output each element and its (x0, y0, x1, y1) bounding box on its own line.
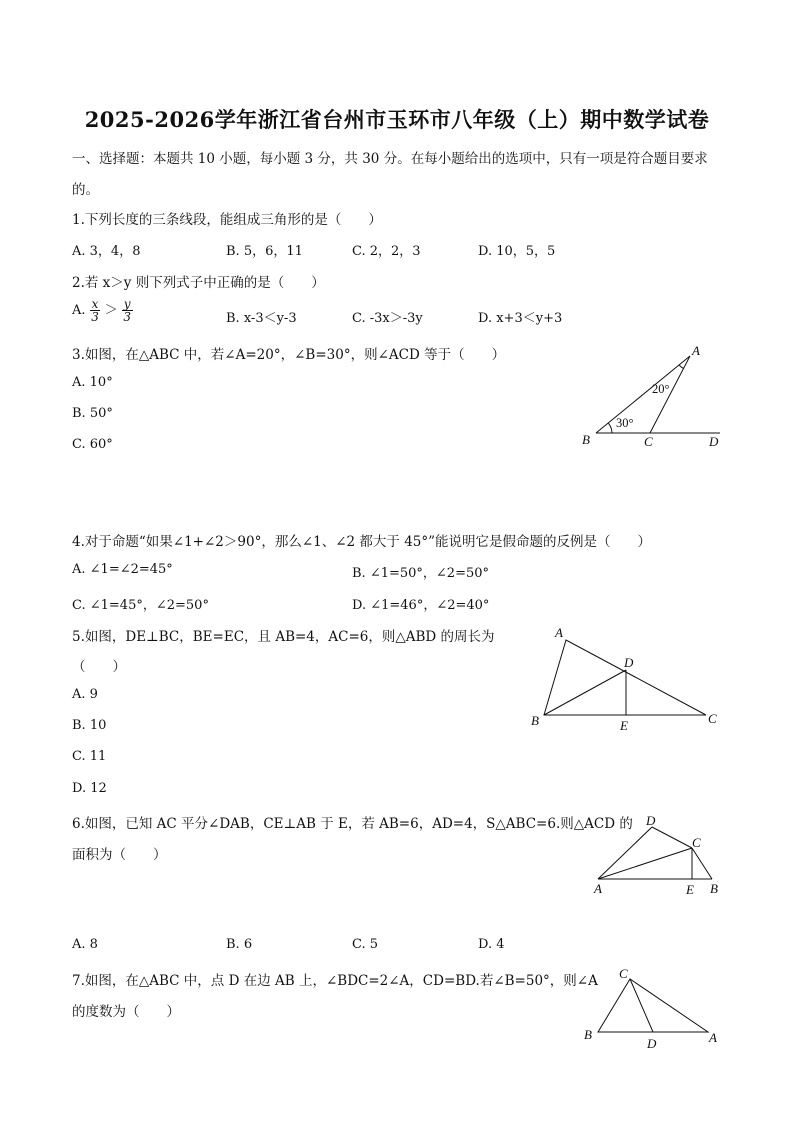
q3-label-d: D (709, 434, 719, 449)
q3-angle-b-label: 30° (616, 416, 634, 430)
q5-option-d: D. 12 (72, 781, 107, 796)
q2-stem: 2.若 x＞y 则下列式子中正确的是（ ） (72, 275, 325, 291)
q4-option-a: A. ∠1=∠2=45° (72, 562, 173, 577)
page-title: 2025-2026学年浙江省台州市玉环市八年级（上）期中数学试卷 (84, 107, 710, 132)
q3-label-c: C (644, 434, 653, 449)
q3-stem: 3.如图，在△ABC 中，若∠A=20°，∠B=30°，则∠ACD 等于（ ） (72, 347, 506, 363)
q7-stem: 7.如图，在△ABC 中，点 D 在边 AB 上，∠BDC=2∠A，CD=BD.若∠B=50°，则∠A (72, 973, 598, 989)
q1-option-a: A. 3，4，8 (72, 244, 141, 259)
q6-label-c: C (692, 835, 701, 850)
q4-stem: 4.对于命题“如果∠1+∠2＞90°，那么∠1、∠2 都大于 45°”能说明它是假命题的反例是（ ） (72, 534, 652, 550)
q6-option-b: B. 6 (226, 937, 253, 952)
q2-option-d: D. x+3＜y+3 (478, 311, 563, 326)
q4-option-d: D. ∠1=46°，∠2=40° (352, 598, 490, 613)
q7-label-c: C (619, 966, 628, 981)
q2-fraction-x-over-3: $\frac{x}{3}$ (91, 297, 99, 324)
q3-label-a: A (692, 343, 700, 358)
q5-label-d: D (624, 655, 634, 670)
q5-stem-cont: （ ） (72, 659, 126, 675)
q3-option-a: A. 10° (72, 375, 113, 390)
q7-stem-cont: 的度数为（ ） (72, 1004, 180, 1020)
q2-option-a-prefix: A. (72, 303, 86, 318)
q5-label-b: B (531, 713, 539, 728)
q7-label-b: B (584, 1027, 592, 1042)
q3-option-b: B. 50° (72, 406, 113, 421)
q3-option-c: C. 60° (72, 437, 113, 452)
q6-label-a: A (594, 881, 602, 896)
q5-stem: 5.如图，DE⊥BC，BE=EC，且 AB=4，AC=6，则△ABD 的周长为 (72, 629, 495, 645)
q6-stem: 6.如图，已知 AC 平分∠DAB，CE⊥AB 于 E，若 AB=6，AD=4，S△ABC=6.则△ACD 的 (72, 816, 633, 832)
q6-label-b: B (710, 881, 718, 896)
q6-label-d: D (646, 813, 656, 828)
q2-greater-than: ＞ (104, 303, 118, 318)
q5-label-c: C (708, 711, 717, 726)
q6-option-d: D. 4 (478, 937, 505, 952)
q4-option-b: B. ∠1=50°，∠2=50° (352, 566, 490, 581)
q7-label-d: D (647, 1036, 657, 1051)
q1-option-d: D. 10，5，5 (478, 244, 556, 259)
q3-angle-a-label: 20° (652, 382, 670, 396)
q1-option-b: B. 5，6，11 (226, 244, 303, 259)
q5-option-c: C. 11 (72, 749, 107, 764)
q1-option-c: C. 2，2，3 (352, 244, 421, 259)
q6-label-e: E (686, 882, 694, 897)
q6-stem-cont: 面积为（ ） (72, 847, 167, 863)
q5-option-a: A. 9 (72, 687, 98, 702)
q6-option-a: A. 8 (72, 937, 98, 952)
q4-option-c: C. ∠1=45°，∠2=50° (72, 598, 209, 613)
q1-stem: 1.下列长度的三条线段，能组成三角形的是（ ） (72, 212, 382, 228)
q5-label-a: A (555, 625, 563, 640)
q5-option-b: B. 10 (72, 718, 107, 733)
q2-option-b: B. x-3＜y-3 (226, 311, 297, 326)
q3-label-b: B (582, 432, 590, 447)
q6-option-c: C. 5 (352, 937, 379, 952)
q2-fraction-y-over-3: $\frac{y}{3}$ (123, 297, 131, 324)
q7-triangle-abc (598, 979, 708, 1032)
q2-option-c: C. -3x＞-3y (352, 311, 423, 326)
q5-label-e: E (620, 718, 628, 733)
section-heading-cont: 的。 (72, 182, 99, 198)
section-heading: 一、选择题：本题共 10 小题，每小题 3 分，共 30 分。在每小题给出的选项中，只有一项是符合题目要求 (72, 151, 708, 167)
q7-label-a: A (709, 1030, 717, 1045)
